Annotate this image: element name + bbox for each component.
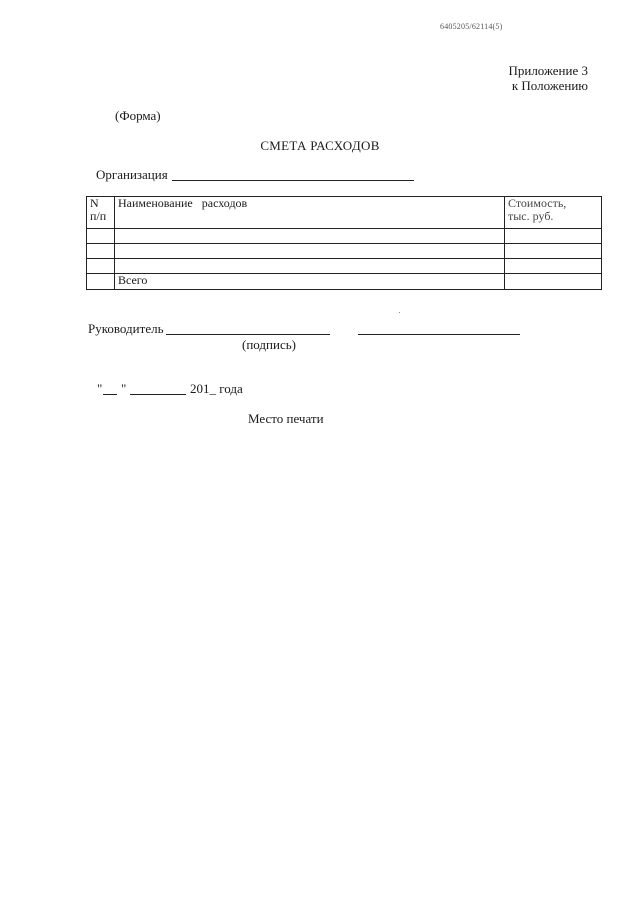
appendix-line-1: Приложение 3 [508,63,588,78]
form-label: (Форма) [115,108,161,123]
page-title: СМЕТА РАСХОДОВ [260,138,380,153]
table-cell [115,259,505,274]
appendix-note [508,63,588,93]
total-value-cell [505,274,602,290]
signature-line [166,334,330,335]
table-cell [505,244,602,259]
header-cell-cost [505,197,602,229]
table-cell [87,259,115,274]
table-row [87,244,602,259]
table-cell [115,229,505,244]
header-number-line-2: п/п [90,209,107,223]
scan-speck [399,312,400,313]
date-month-line [130,394,186,395]
header-cell-name: Наименование расходов [115,197,505,229]
date-day-line [103,394,117,395]
header-cost-line-1: Стоимость, [508,196,567,210]
table-row [87,259,602,274]
table-row [87,229,602,244]
name-line [358,334,520,335]
total-label: Всего [115,274,505,290]
header-cost-line-2: тыс. руб. [508,209,554,223]
table-total-row [87,274,602,290]
organization-label: Организация [96,167,168,182]
document-number: 6405205/62114(5) [440,22,503,31]
signature-caption: (подпись) [242,337,296,352]
stamp-place-label: Место печати [248,411,324,426]
header-cell-number [87,197,115,229]
appendix-line-2: к Положению [511,78,588,93]
table-cell [87,244,115,259]
header-number-line-1: N [90,196,99,210]
manager-label: Руководитель [88,321,164,336]
table-cell [87,229,115,244]
date-open-quote: " [97,381,103,396]
table-cell [87,274,115,290]
cost-estimate-table [86,196,602,290]
table-cell [505,259,602,274]
table-cell [115,244,505,259]
table-header-row [87,197,602,229]
table-cell [505,229,602,244]
date-year-text: 201_ года [190,381,243,396]
date-close-quote: " [121,381,127,396]
organization-field-line [172,180,414,181]
